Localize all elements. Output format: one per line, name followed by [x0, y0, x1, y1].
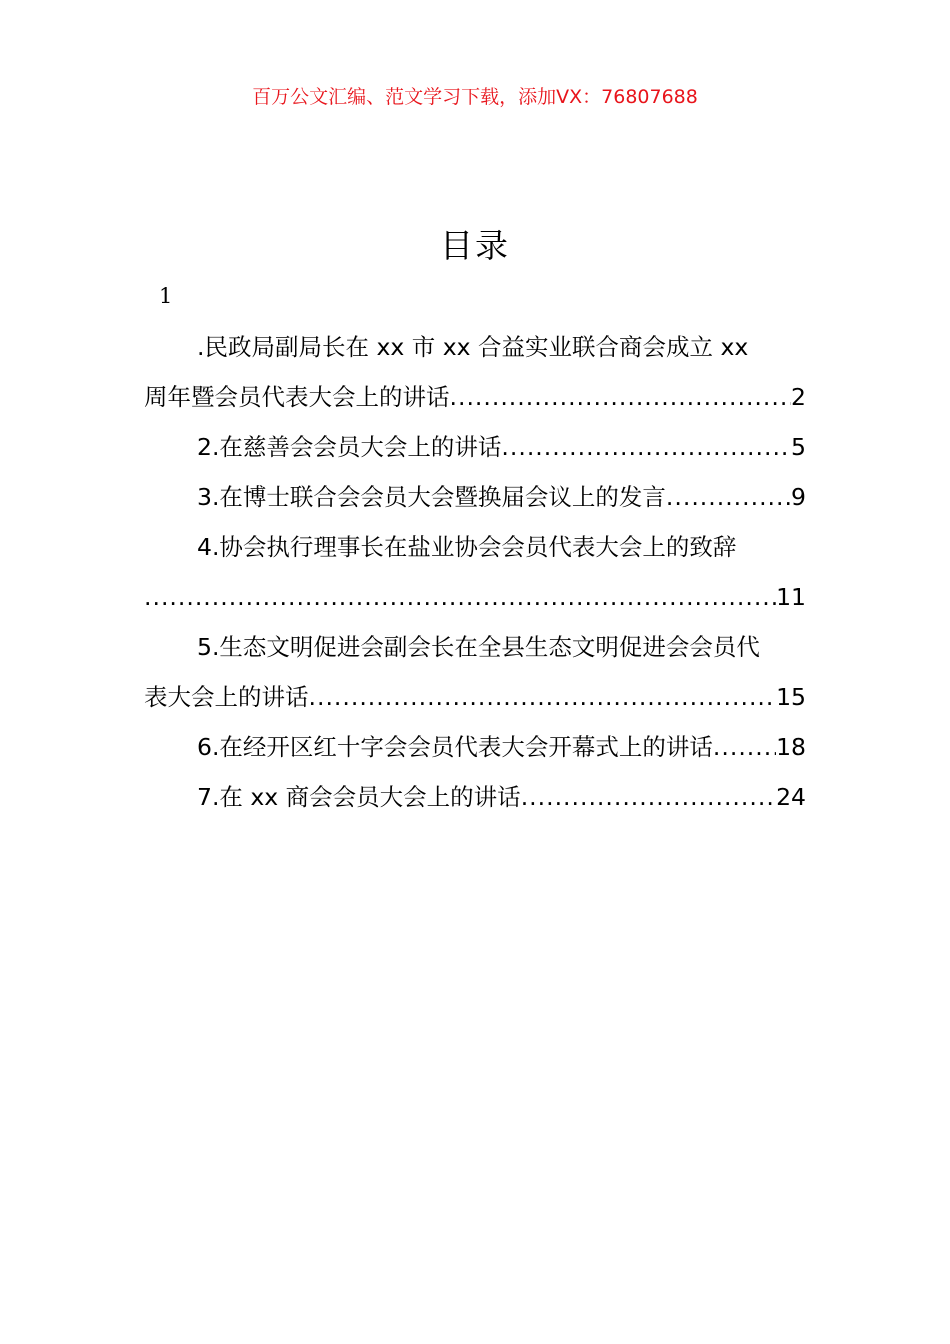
toc-page-number: 5	[791, 433, 806, 461]
toc-entry-line	[144, 672, 806, 722]
toc-entry-title: 4.协会执行理事长在盐业协会会员代表大会上的致辞	[197, 533, 737, 561]
toc-entry-line	[144, 522, 806, 572]
toc-leader-dots	[666, 472, 791, 522]
toc-entry-2[interactable]	[144, 422, 806, 472]
toc-entry-4[interactable]	[144, 522, 806, 622]
toc-leader-dots	[309, 672, 777, 722]
toc-entry-7[interactable]	[144, 772, 806, 822]
toc-leader-dots	[713, 722, 776, 772]
toc-entry-line	[144, 322, 806, 372]
toc-page-number: 18	[776, 733, 806, 761]
toc-entry-6[interactable]	[144, 722, 806, 772]
toc-entry-5[interactable]	[144, 622, 806, 722]
toc-entry-title: 7.在 xx 商会会员大会上的讲话	[197, 783, 521, 811]
toc-entry-line	[144, 572, 806, 622]
toc-page-number: 9	[791, 483, 806, 511]
page-title: 目录	[440, 226, 510, 265]
toc-entry-title: 周年暨会员代表大会上的讲话	[144, 383, 450, 411]
toc-entry-line	[144, 422, 806, 472]
toc-entry-title: 表大会上的讲话	[144, 683, 309, 711]
toc-entry-line	[144, 372, 806, 422]
toc-leader-dots	[144, 572, 776, 622]
table-of-contents	[144, 322, 806, 822]
toc-entry-line	[144, 622, 806, 672]
toc-entry-line	[144, 472, 806, 522]
toc-page-number: 15	[776, 683, 806, 711]
toc-entry-title: 3.在博士联合会会员大会暨换届会议上的发言	[197, 483, 666, 511]
toc-entry-title: 6.在经开区红十字会会员代表大会开幕式上的讲话	[197, 733, 713, 761]
toc-entry-1[interactable]	[144, 322, 806, 422]
toc-page-number: 24	[776, 783, 806, 811]
toc-leader-dots	[450, 372, 792, 422]
list-marker: 1	[159, 284, 173, 308]
toc-page-number: 2	[791, 383, 806, 411]
toc-page-number: 11	[776, 583, 806, 611]
toc-leader-dots	[501, 422, 791, 472]
toc-entry-title: .民政局副局长在 xx 市 xx 合益实业联合商会成立 xx	[197, 333, 749, 361]
toc-entry-line	[144, 772, 806, 822]
toc-entry-title: 2.在慈善会会员大会上的讲话	[197, 433, 502, 461]
toc-entry-3[interactable]	[144, 472, 806, 522]
toc-entry-title: 5.生态文明促进会副会长在全县生态文明促进会会员代	[197, 633, 760, 661]
toc-entry-line	[144, 722, 806, 772]
toc-leader-dots	[521, 772, 776, 822]
header-note: 百万公文汇编、范文学习下载，添加VX：76807688	[252, 86, 698, 108]
